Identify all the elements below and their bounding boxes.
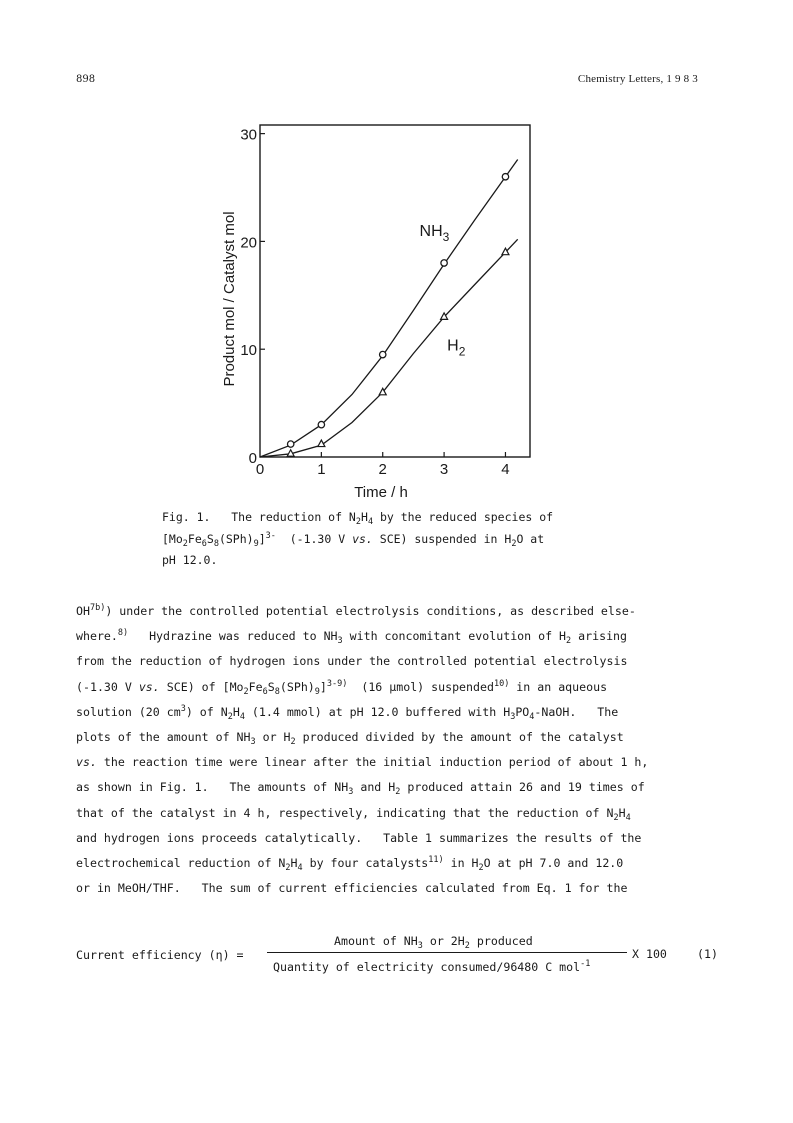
- y-tick-label: 0: [248, 450, 257, 467]
- series-line-H2: [260, 239, 518, 457]
- y-tick-label: 30: [240, 126, 257, 144]
- series-label-H2: $H_2$: [447, 337, 466, 359]
- series-label-NH3: $NH_3$: [419, 223, 450, 245]
- body-line: $OH^{7b)}$) under the controlled potential electrolysis conditions, as described else-: [76, 603, 636, 618]
- y-axis-label: Product mol / Catalyst mol: [221, 211, 238, 387]
- body-line: plots of the amount of $NH_3$ or $H_2$ produced divided by the amount of the catalyst: [76, 730, 624, 748]
- caption-line-3: pH 12.0.: [162, 553, 218, 567]
- x-tick-label: 0: [255, 461, 265, 478]
- x-tick-label: 2: [378, 461, 387, 478]
- data-point-NH3: [287, 441, 293, 447]
- data-point-NH3: [441, 260, 447, 266]
- equation-denominator: Quantity of electricity consumed/96480 C mol$^{-1}$: [273, 959, 591, 974]
- page-number: 898: [76, 74, 96, 85]
- figure-1-chart: [210, 115, 550, 505]
- data-point-NH3: [502, 174, 508, 180]
- equation-multiplier: X 100: [632, 947, 667, 961]
- journal-header: Chemistry Letters, 1 9 8 3: [577, 73, 698, 85]
- body-paragraph: [76, 599, 716, 901]
- caption-line-1: Fig. 1. The reduction of $N_2H_4$ by the reduced species of: [162, 510, 554, 527]
- body-line: that of the catalyst in 4 h, respectively, indicating that the reduction of $N_2H_4$: [76, 805, 631, 823]
- equation-label: Current efficiency (η) =: [76, 948, 244, 962]
- body-line: vs. the reaction time were linear after the initial induction period of about 1 h,: [76, 755, 649, 770]
- body-line: solution (20 $cm^3$) of $N_2H_4$ (1.4 mmol) at pH 12.0 buffered with $H_3PO_4$-NaOH. The: [76, 703, 619, 722]
- body-line: and hydrogen ions proceeds catalytically. Table 1 summarizes the results of the: [76, 830, 642, 845]
- y-tick-label: 20: [240, 234, 257, 252]
- plot-frame: [260, 125, 530, 457]
- fraction-bar: [267, 952, 627, 953]
- equation-numerator: Amount of $NH_3$ or $2H_2$ produced: [334, 934, 533, 951]
- caption-line-2: $[Mo_2Fe_6S_8(SPh)_9]^{3-}$ (-1.30 V vs. SCE) suspended in $H_2O$ at: [162, 530, 545, 549]
- body-line: (-1.30 V vs. SCE) of $[Mo_2Fe_6S_8(SPh)_9]^{3-9)}$ (16 µmol) suspended$^{10)}$ in an aqueous: [76, 678, 608, 697]
- x-axis-label: Time / h: [354, 484, 408, 501]
- body-line: as shown in Fig. 1. The amounts of $NH_3$ and $H_2$ produced attain 26 and 19 times of: [76, 780, 645, 798]
- y-tick-label: 10: [240, 342, 257, 360]
- body-line: from the reduction of hydrogen ions under the controlled potential electrolysis: [76, 654, 628, 669]
- body-line: electrochemical reduction of $N_2H_4$ by four catalysts$^{11)}$ in $H_2O$ at pH 7.0 and 12.0: [76, 855, 624, 874]
- x-tick-label: 3: [439, 461, 449, 478]
- equation-number: (1): [697, 947, 718, 961]
- body-line: or in MeOH/THF. The sum of current efficiencies calculated from Eq. 1 for the: [76, 881, 628, 896]
- x-tick-label: 4: [501, 461, 510, 478]
- body-line: where.$^{8)}$ Hydrazine was reduced to $NH_3$ with concomitant evolution of $H_2$ arising: [76, 628, 628, 647]
- x-tick-label: 1: [317, 461, 326, 478]
- data-point-NH3: [380, 351, 386, 357]
- figure-caption: [162, 507, 642, 572]
- data-point-NH3: [318, 421, 324, 427]
- series-line-NH3: [260, 160, 518, 458]
